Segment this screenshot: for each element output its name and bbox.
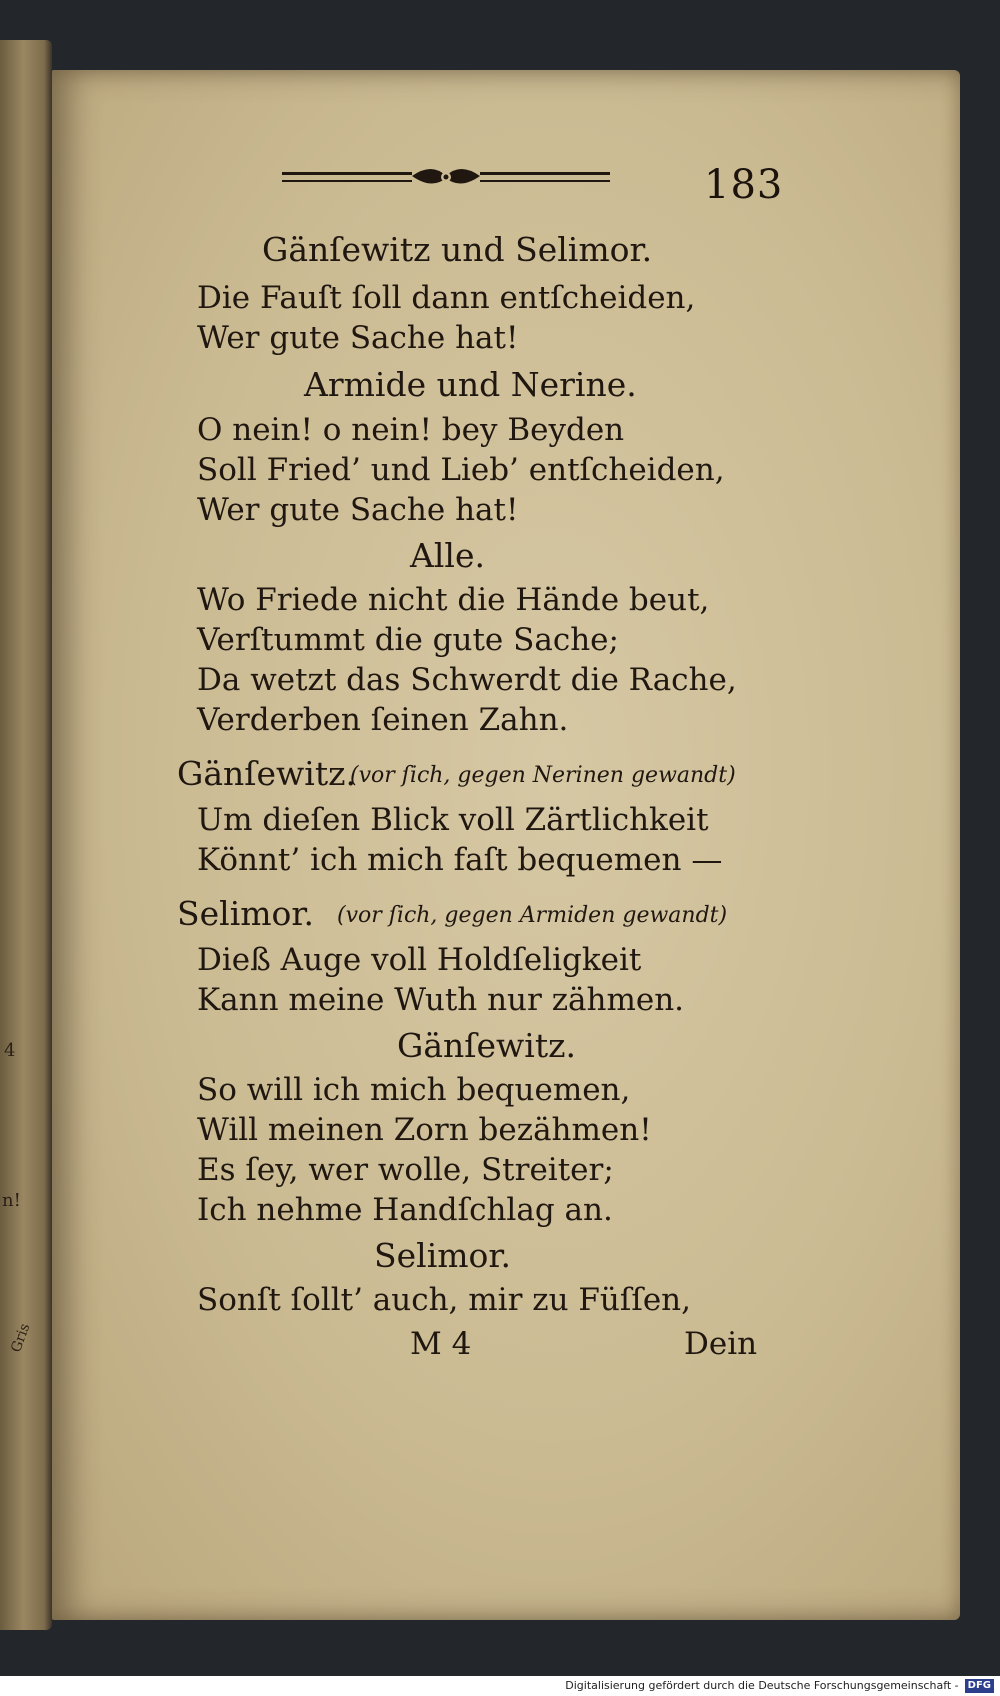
verse-line: So will ich mich bequemen, <box>197 1072 631 1108</box>
speaker-heading: Armide und Nerine. <box>304 365 637 404</box>
verse-line: Ich nehme Handſchlag an. <box>197 1192 613 1228</box>
verse-line: Verderben ſeinen Zahn. <box>197 702 569 738</box>
verse-line: Dieß Auge voll Holdſeligkeit <box>197 942 642 978</box>
verse-line: Könnt’ ich mich faſt bequemen — <box>197 842 723 878</box>
catchword: Dein <box>684 1326 758 1362</box>
verse-line: Sonſt ſollt’ auch, mir zu Füſſen, <box>197 1282 691 1318</box>
speaker-heading: Alle. <box>410 536 485 575</box>
facing-page-mark: Gris <box>8 1321 34 1355</box>
speaker-heading: Gänſewitz und Selimor. <box>262 230 653 269</box>
verse-line: O nein! o nein! bey Beyden <box>197 412 625 448</box>
verse-line: Um dieſen Blick voll Zärtlichkeit <box>197 802 709 838</box>
verse-line: Verſtummt die gute Sache; <box>197 622 619 658</box>
facing-page-mark: n! <box>2 1190 21 1211</box>
book-page <box>52 70 960 1620</box>
verse-line: Soll Fried’ und Lieb’ entſcheiden, <box>197 452 725 488</box>
speaker-heading: Selimor. <box>177 894 315 933</box>
verse-line: Da wetzt das Schwerdt die Rache, <box>197 662 737 698</box>
speaker-heading: Selimor. <box>374 1236 512 1275</box>
verse-line: Will meinen Zorn bezähmen! <box>197 1112 652 1148</box>
verse-line: Wer gute Sache hat! <box>197 320 519 356</box>
speaker-heading: Gänſewitz. <box>397 1026 576 1065</box>
verse-line: Kann meine Wuth nur zähmen. <box>197 982 685 1018</box>
page-number: 183 <box>704 162 784 208</box>
verse-line: Wer gute Sache hat! <box>197 492 519 528</box>
verse-line: Wo Friede nicht die Hände beut, <box>197 582 710 618</box>
digitization-footer <box>0 1676 1000 1696</box>
footer-credit: Digitalisierung gefördert durch die Deutsche Forschungsgemeinschaft - <box>565 1679 959 1692</box>
signature-mark: M 4 <box>410 1326 472 1362</box>
ornament-rule-icon <box>282 158 610 198</box>
facing-page-edge <box>0 40 52 1630</box>
dfg-logo: DFG <box>965 1679 994 1693</box>
verse-line: Es ſey, wer wolle, Streiter; <box>197 1152 614 1188</box>
facing-page-mark: 4 <box>4 1040 16 1061</box>
verse-line: Die Fauſt ſoll dann entſcheiden, <box>197 280 696 316</box>
speaker-heading: Gänſewitz. <box>177 754 356 793</box>
stage-direction: (vor ſich, gegen Armiden gewandt) <box>337 903 728 928</box>
stage-direction: (vor ſich, gegen Nerinen gewandt) <box>350 763 736 788</box>
